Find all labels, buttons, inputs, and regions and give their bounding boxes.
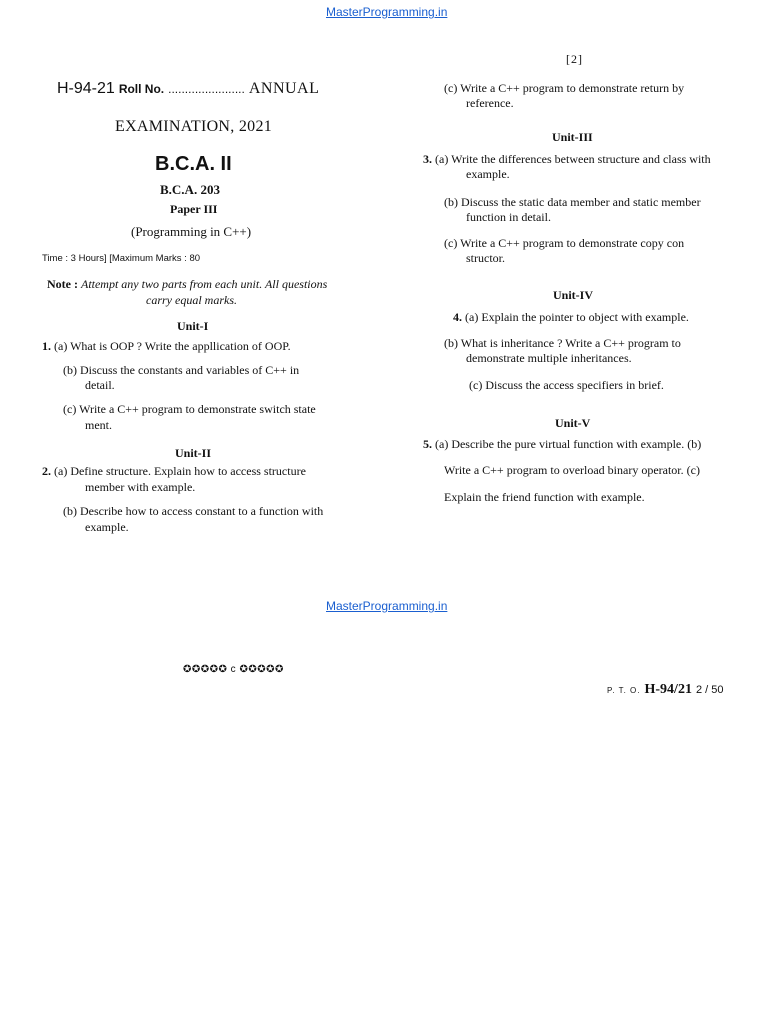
question-1c-line-2: ment.	[85, 418, 112, 432]
question-3b-line-2: function in detail.	[466, 210, 551, 224]
pto-label: P. T. O.	[607, 686, 641, 695]
question-number: 3.	[423, 152, 432, 166]
note-label: Note :	[47, 277, 78, 291]
unit-1-heading: Unit-I	[177, 319, 209, 333]
question-4b-line-1: (b) What is inheritance ? Write a C++ program to	[444, 336, 681, 350]
question-3a-line-2: example.	[466, 167, 510, 181]
note-text-2: carry equal marks.	[146, 293, 237, 307]
question-text: (a) Define structure. Explain how to access structure	[54, 464, 306, 478]
question-3c-line-1: (c) Write a C++ program to demonstrate copy con	[444, 236, 685, 250]
page-footer	[607, 680, 723, 698]
question-3b-line-1: (b) Discuss the static data member and static member	[444, 195, 701, 209]
question-number: 5.	[423, 437, 432, 451]
question-number: 2.	[42, 464, 51, 478]
question-2a-line-2: member with example.	[85, 480, 196, 494]
question-5-line-2: Write a C++ program to overload binary operator. (c)	[444, 463, 700, 477]
unit-4-heading: Unit-IV	[553, 288, 594, 302]
subject: (Programming in C++)	[131, 224, 252, 239]
question-text: (a) What is OOP ? Write the appllication of OOP.	[54, 339, 291, 353]
question-2b-line-2: example.	[85, 520, 129, 534]
question-4a	[453, 310, 689, 325]
note-line-1	[47, 277, 327, 292]
note-text-1: Attempt any two parts from each unit. All questions	[80, 277, 328, 291]
footer-paper-code: H-94/21	[644, 682, 692, 697]
unit-2-heading: Unit-II	[175, 446, 212, 460]
unit-3-heading: Unit-III	[552, 130, 593, 144]
question-5-line-3: Explain the friend function with example.	[444, 490, 645, 504]
question-4b-line-2: demonstrate multiple inheritances.	[466, 351, 632, 365]
course-title: B.C.A. II	[155, 153, 232, 175]
question-1b-line-1: (b) Discuss the constants and variables of C++ in	[63, 363, 300, 377]
header-site-link[interactable]: MasterProgramming.in	[326, 5, 448, 19]
question-text: (a) Write the differences between structure and class with	[435, 152, 711, 166]
roll-dots: .......................	[168, 82, 245, 96]
paper-code: H-94-21	[57, 80, 115, 97]
question-2c-line-1: (c) Write a C++ program to demonstrate return by	[444, 81, 685, 95]
course-code: B.C.A. 203	[160, 182, 220, 197]
question-2a-line-1	[42, 464, 306, 479]
question-1c-line-1: (c) Write a C++ program to demonstrate switch state	[63, 402, 316, 416]
time-marks: Time : 3 Hours] [Maximum Marks : 80	[42, 253, 201, 264]
ornament-divider: ✪✪✪✪✪ c ✪✪✪✪✪	[183, 664, 284, 675]
exam-title: EXAMINATION, 2021	[115, 118, 273, 135]
question-5-line-1	[423, 437, 701, 452]
question-text: (a) Describe the pure virtual function with example. (b)	[435, 437, 702, 451]
roll-label: Roll No.	[118, 82, 165, 96]
question-1b-line-2: detail.	[85, 378, 115, 392]
question-4c: (c) Discuss the access specifiers in brief.	[469, 378, 664, 392]
footer-site-link[interactable]: MasterProgramming.in	[326, 599, 448, 613]
exam-annual: ANNUAL	[248, 80, 320, 97]
unit-5-heading: Unit-V	[555, 416, 591, 430]
page-counter: 2 / 50	[695, 684, 724, 696]
exam-header-line	[57, 80, 319, 98]
question-text: (a) Explain the pointer to object with example.	[465, 310, 689, 324]
question-2b-line-1: (b) Describe how to access constant to a function with	[63, 504, 324, 518]
question-2c-line-2: reference.	[466, 96, 514, 110]
question-1a	[42, 339, 291, 354]
question-3a-line-1	[423, 152, 711, 167]
question-number: 1.	[42, 339, 51, 353]
question-number: 4.	[453, 310, 462, 324]
paper-label: Paper III	[170, 202, 218, 216]
question-3c-line-2: structor.	[466, 251, 505, 265]
page-marker: [2]	[566, 52, 583, 66]
